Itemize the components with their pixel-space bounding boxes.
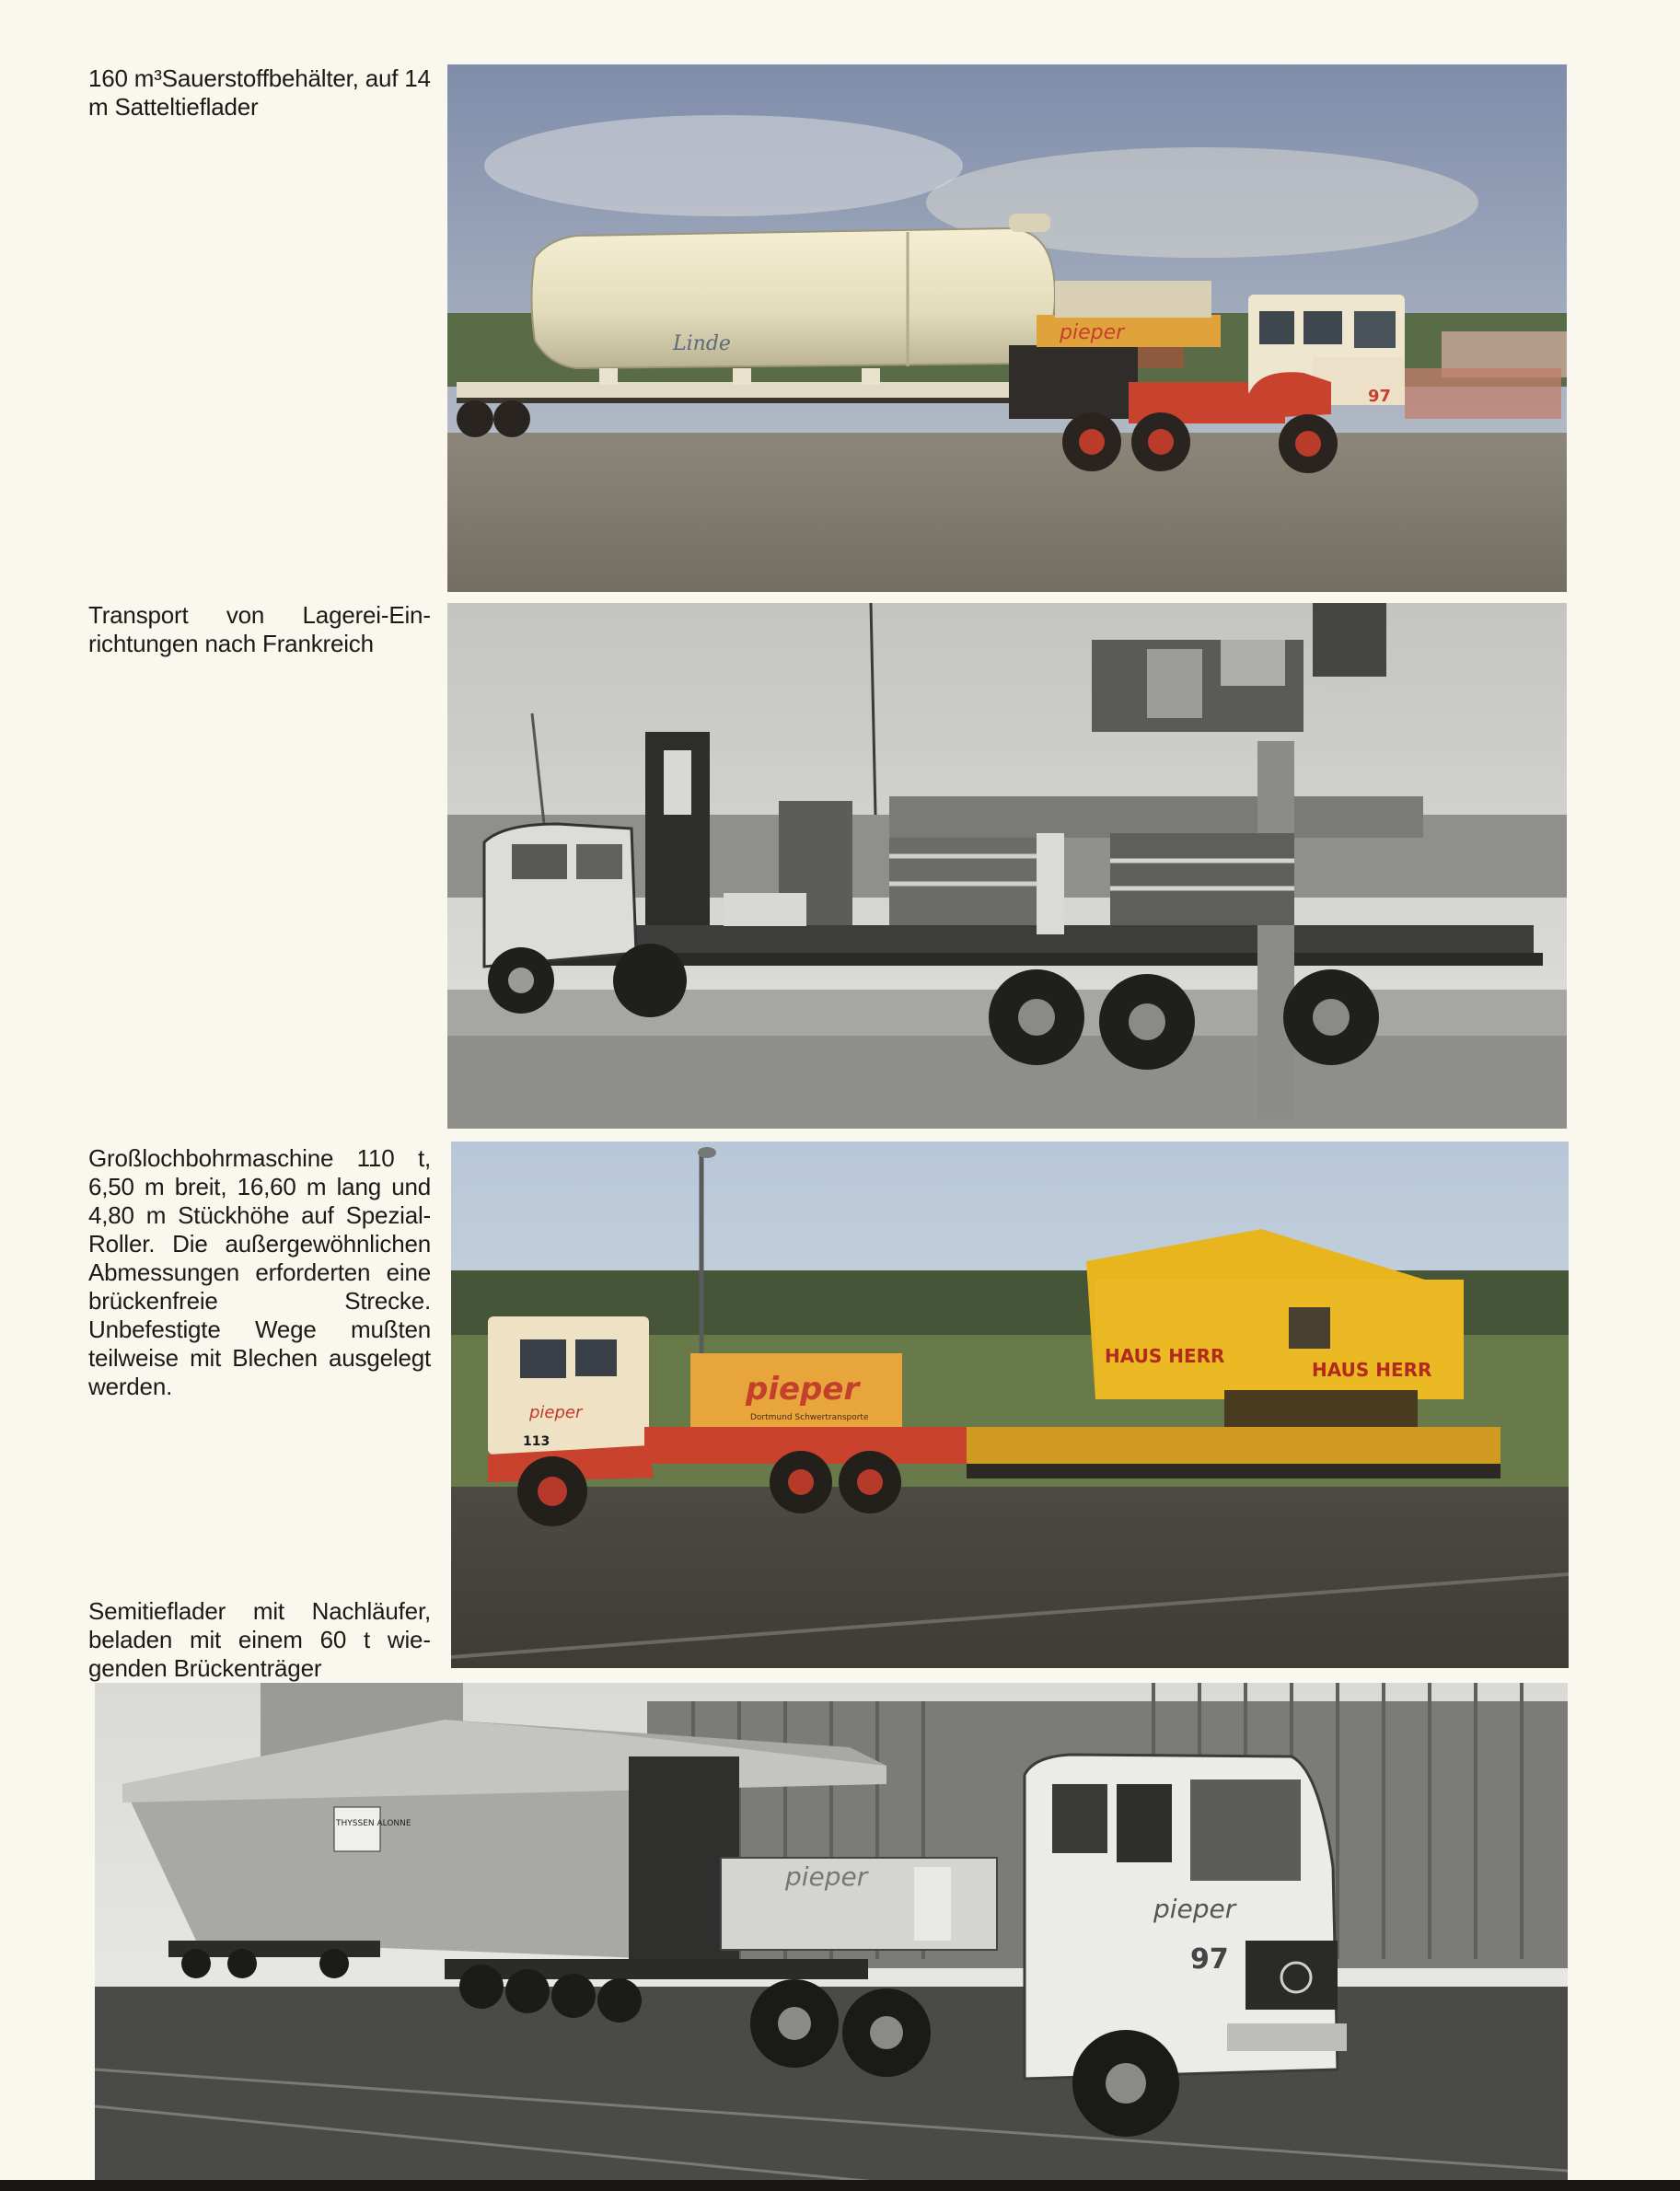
photo-oxygen-tank-transport (447, 64, 1567, 592)
girder-label-text: THYSSEN ALONNE (336, 1819, 411, 1828)
company-logo-text-2: pieper (529, 1403, 583, 1422)
photo-drilling-machine-transport (451, 1142, 1569, 1668)
photo-storage-equipment-transport (447, 603, 1567, 1129)
company-logo-text-5: pieper (1153, 1894, 1236, 1924)
machine-brand-text-1: HAUS HERR (1105, 1345, 1225, 1367)
company-sub-text: Dortmund Schwertransporte (750, 1413, 869, 1422)
machine-brand-text-2: HAUS HERR (1312, 1359, 1432, 1381)
truck-number-text-1: 97 (1368, 387, 1392, 406)
company-logo-text-3: pieper (746, 1371, 860, 1408)
caption-oxygen-tank: 160 m³Sauerstoffbehälter, auf 14 m Satteltieflader (88, 64, 431, 121)
truck-number-text-3: 97 (1190, 1943, 1229, 1976)
caption-drilling-machine: Großlochbohrmaschine 110 t, 6,50 m breit, 16,60 m lang und 4,80 m Stückhöhe auf Spezial-Roller. Die außergewöhnlichen Abmessungen erforderten eine brückenfreie Strecke. Unbefestigte Wege mußten teilweise mit Blechen ausgelegt werden. (88, 1144, 431, 1400)
photo-bridge-girder-transport (95, 1683, 1568, 2186)
bottom-page-edge (0, 2180, 1680, 2191)
caption-bridge-girder: Semitieflader mit Nachläufer, beladen mit einem 60 t wiegenden Brückenträger (88, 1597, 431, 1682)
tank-brand-text: Linde (673, 332, 731, 355)
company-logo-text-4: pieper (785, 1861, 868, 1892)
caption-storage-equipment: Transport von Lagerei-Einrichtungen nach Frankreich (88, 601, 431, 657)
truck-number-text-2: 113 (523, 1434, 550, 1449)
company-logo-text-1: pieper (1060, 321, 1125, 344)
